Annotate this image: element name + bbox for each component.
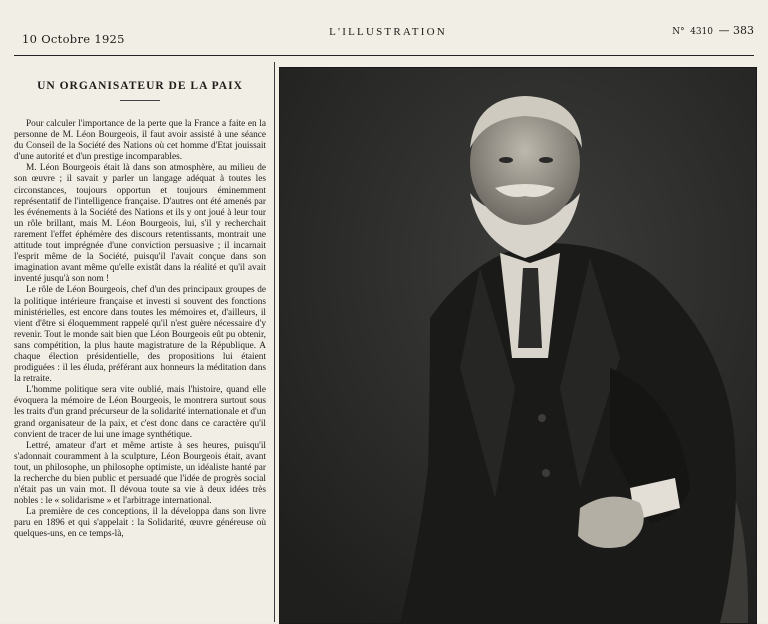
issue-and-page-number	[672, 24, 754, 37]
issue-prefix: N°	[672, 27, 685, 37]
header-rule	[14, 55, 754, 56]
article-paragraph: L'homme politique sera vite oublié, mais l'histoire, quand elle évoquera la mémoire de Léon Bourgeois, le montrera surtout sous les traits d'un grand précurseur de la solidarité internationale et d'un grand organisateur de la paix, et c'est donc dans ce caractère qu'il convient de tracer de lui une image synthétique.	[14, 385, 266, 440]
article-column	[14, 62, 266, 622]
portrait-illustration	[280, 68, 756, 623]
article-title: UN ORGANISATEUR DE LA PAIX	[37, 80, 243, 92]
article-paragraph: M. Léon Bourgeois était là dans son atmosphère, au milieu de son œuvre ; il savait y parler un langage adéquat à toutes les circonstances, toujours opportun et toujours éminemment représentatif de l'intelligence française. D'autres ont été amenés par les événements à la Société des Nations et ils y ont joué à leur tour un rôle brillant, mais M. Léon Bourgeois, lui, s'il y recherchait rarement l'effet éphémère des discours retentissants, montrait une attitude tout imprégnée d'une conviction persuasive ; il incarnait l'esprit même de la Société, puisqu'il l'avait conçue dans son imagination avant même qu'elle existât dans la réalité et qu'il avait inventé jusqu'à son nom !	[14, 163, 266, 285]
column-divider	[274, 62, 275, 622]
number-separator: —	[718, 24, 730, 37]
issue-number: 4310	[690, 27, 713, 37]
article-paragraph: Le rôle de Léon Bourgeois, chef d'un des principaux groupes de la politique intérieure française et investi si souvent des fonctions ministérielles, est encore dans toutes les mémoires et, d'ailleurs, il vient d'être si éloquemment rappelé qu'il n'est guère nécessaire d'y revenir. Tout le monde sait bien que Léon Bourgeois eût pu obtenir, sans compétition, la plus haute magistrature de la République. A chaque élection présidentielle, des propositions lui étaient prodiguées : il les éluda, préférant aux honneurs la méditation dans la retraite.	[14, 285, 266, 385]
issue-date: 10 Octobre 1925	[22, 32, 125, 46]
page-header	[22, 22, 754, 52]
portrait-photograph	[279, 67, 757, 624]
title-underline	[120, 100, 160, 101]
article-paragraph: Lettré, amateur d'art et même artiste à ses heures, puisqu'il s'adonnait couramment à la sculpture, Léon Bourgeois était, avant tout, un philosophe, un philosophe optimiste, un idéaliste hanté par la recherche du bien public et persuadé que l'idée de progrès social n'était pas un vain mot. Il dévoua toute sa vie à deux idées très nobles : le « solidarisme » et l'arbitrage international.	[14, 440, 266, 507]
page-number: 383	[733, 24, 754, 37]
article-body	[14, 119, 266, 541]
masthead: L'ILLUSTRATION	[329, 26, 447, 38]
article-paragraph: Pour calculer l'importance de la perte que la France a faite en la personne de M. Léon Bourgeois, il faut avoir assisté à une séance du Conseil de la Société des Nations où cet homme d'Etat jouissait d'une autorité et d'un prestige incomparables.	[14, 119, 266, 163]
article-paragraph: La première de ces conceptions, il la développa dans son livre paru en 1896 et qui s'appelait : la Solidarité, œuvre généreuse où quelques-uns, en ce temps-là,	[14, 507, 266, 540]
